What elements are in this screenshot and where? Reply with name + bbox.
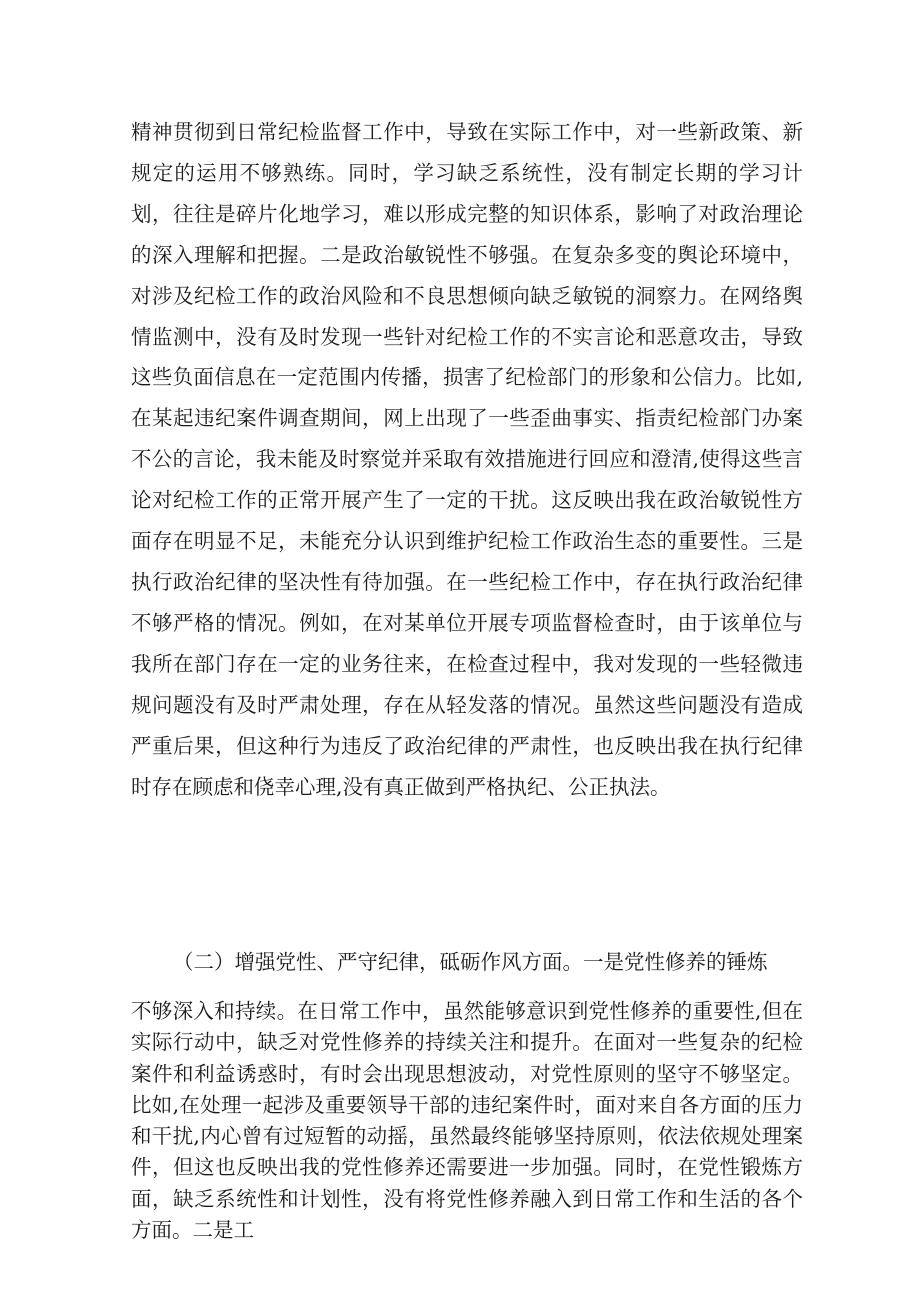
section-heading: （二）增强党性、严守纪律，砥砺作风方面。一是党性修养的锤炼 bbox=[173, 950, 768, 974]
body-paragraph-continued: 不够深入和持续。在日常工作中，虽然能够意识到党性修养的重要性,但在实际行动中，缺乏对党性修养的持续关注和提升。在面对一些复杂的纪检案件和利益诱惑时，有时会出现思想波动，对党性原则的坚守不够坚定。比如,在处理一起涉及重要领导干部的违纪案件时，面对来自各方面的压力和干扰,内心曾有过短暂的动摇，虽然最终能够坚持原则，依法依规处理案件，但这也反映出我的党性修养还需要进一步加强。同时，在党性锻炼方面，缺乏系统性和计划性，没有将党性修养融入到日常工作和生活的各个方面。二是工 bbox=[131, 999, 803, 1243]
body-paragraph: 精神贯彻到日常纪检监督工作中，导致在实际工作中，对一些新政策、新规定的运用不够熟练。同时，学习缺乏系统性，没有制定长期的学习计划，往往是碎片化地学习，难以形成完整的知识体系，影响了对政治理论的深入理解和把握。二是政治敏锐性不够强。在复杂多变的舆论环境中，对涉及纪检工作的政治风险和不良思想倾向缺乏敏锐的洞察力。在网络舆情监测中，没有及时发现一些针对纪检工作的不实言论和恶意攻击，导致这些负面信息在一定范围内传播，损害了纪检部门的形象和公信力。比如,在某起违纪案件调查期间，网上出现了一些歪曲事实、指责纪检部门办案不公的言论，我未能及时察觉并采取有效措施进行回应和澄清,使得这些言论对纪检工作的正常开展产生了一定的干扰。这反映出我在政治敏锐性方面存在明显不足，未能充分认识到维护纪检工作政治生态的重要性。三是执行政治纪律的坚决性有待加强。在一些纪检工作中，存在执行政治纪律不够严格的情况。例如，在对某单位开展专项监督检查时，由于该单位与我所在部门存在一定的业务往来，在检查过程中，我对发现的一些轻微违规问题没有及时严肃处理，存在从轻发落的情况。虽然这些问题没有造成严重后果，但这种行为违反了政治纪律的严肃性，也反映出我在执行纪律时存在顾虑和侥幸心理,没有真正做到严格执纪、公正执法。 bbox=[131, 120, 803, 799]
